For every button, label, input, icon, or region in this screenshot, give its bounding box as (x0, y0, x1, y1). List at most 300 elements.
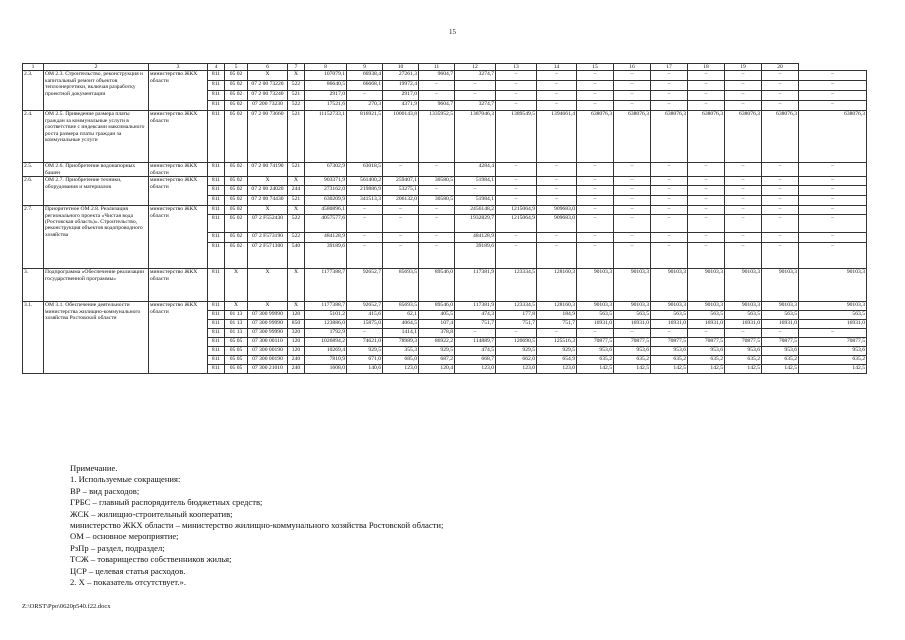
table-cell: 668,7 (455, 356, 496, 365)
table-cell: – (688, 233, 725, 243)
table-cell: 563,5 (762, 311, 799, 320)
table-cell: 142,5 (725, 365, 762, 374)
table-cell: 120 (288, 311, 305, 320)
table-cell: – (799, 101, 867, 111)
row-number-cell: 2.5. (23, 163, 44, 177)
table-cell: – (762, 329, 799, 338)
table-cell: 17521,6 (305, 101, 347, 111)
table-cell: – (537, 186, 577, 196)
table-cell: 1932829,7 (455, 215, 496, 233)
measure-name-cell: ОМ 2.6. Приобретение водонапорных башен (44, 163, 149, 177)
table-cell: 638076,3 (688, 111, 725, 163)
table-cell: 92652,7 (347, 269, 383, 302)
table-cell: 90103,3 (762, 302, 799, 311)
table-cell: 811 (208, 347, 225, 356)
table-cell: – (347, 215, 383, 233)
table-cell: – (537, 101, 577, 111)
table-cell: 953,6 (614, 347, 651, 356)
table-cell: – (651, 71, 688, 81)
table-cell: 3274,7 (455, 71, 496, 81)
table-cell: 811 (208, 269, 225, 302)
table-cell: 811 (208, 186, 225, 196)
table-cell: 30580,5 (419, 177, 455, 186)
table-cell: – (383, 163, 419, 177)
table-cell: – (347, 233, 383, 243)
table-cell: 909683,0 (537, 215, 577, 233)
table-cell: 07 300 00190 (248, 356, 288, 365)
table-cell: 2456148,2 (455, 206, 496, 215)
header-cell: 12 (455, 64, 496, 71)
table-cell: – (688, 243, 725, 269)
table-cell: – (455, 91, 496, 101)
table-cell: 929,5 (496, 347, 537, 356)
table-cell: 05 02 (225, 101, 248, 111)
table-cell: 70877,5 (799, 338, 867, 347)
table-cell: 01 13 (225, 320, 248, 329)
table-cell: 16931,0 (799, 320, 867, 329)
table-cell: – (496, 71, 537, 81)
row-number-cell: 2.6. (23, 177, 44, 206)
table-cell: 635,2 (762, 356, 799, 365)
table-cell: 563,5 (725, 311, 762, 320)
table-cell: – (688, 329, 725, 338)
table-cell: 89546,0 (419, 302, 455, 311)
table-cell: 70877,5 (577, 338, 614, 347)
table-cell: – (455, 329, 496, 338)
table-cell: 811 (208, 177, 225, 186)
table-cell: 120,4 (419, 365, 455, 374)
header-cell: 8 (305, 64, 347, 71)
table-cell: 1177388,7 (305, 269, 347, 302)
table-cell: – (383, 243, 419, 269)
executor-cell: министерство ЖКХ области (149, 206, 208, 269)
table-cell: – (725, 91, 762, 101)
table-cell: Х (288, 206, 305, 215)
table-cell: 1608,0 (305, 365, 347, 374)
table-cell: – (799, 233, 867, 243)
page-number: 15 (449, 28, 456, 36)
table-cell: – (688, 71, 725, 81)
table-cell: 15875,0 (347, 320, 383, 329)
table-cell: 05 05 (225, 338, 248, 347)
table-cell: 10269,4 (305, 347, 347, 356)
table-cell: 16931,0 (725, 320, 762, 329)
table-cell: – (688, 91, 725, 101)
table-cell: – (496, 186, 537, 196)
header-cell: 18 (688, 64, 725, 71)
table-row (23, 111, 867, 163)
table-cell: 929,5 (419, 347, 455, 356)
table-cell: 635,2 (577, 356, 614, 365)
table-cell: – (799, 81, 867, 91)
table-cell: – (577, 186, 614, 196)
table-cell: 484128,9 (305, 233, 347, 243)
header-cell: 3 (149, 64, 208, 71)
table-cell: – (577, 243, 614, 269)
table-cell: 563,5 (614, 311, 651, 320)
table-cell: 638076,3 (725, 111, 762, 163)
table-cell: 05 02 (225, 177, 248, 186)
table-cell: – (577, 101, 614, 111)
file-path-footer: Z:\ORST\Ppo\0620p540.f22.docx (22, 603, 111, 610)
table-cell: – (651, 163, 688, 177)
table-cell: 219886,9 (347, 186, 383, 196)
table-cell: 953,6 (688, 347, 725, 356)
table-cell: 484128,9 (455, 233, 496, 243)
table-cell: – (614, 206, 651, 215)
table-cell: 811 (208, 215, 225, 233)
table-cell: Х (248, 302, 288, 311)
table-cell: 751,7 (496, 320, 537, 329)
table-cell: 953,6 (651, 347, 688, 356)
table-cell: – (577, 91, 614, 101)
table-cell: 05 02 (225, 163, 248, 177)
table-cell: 563,5 (651, 311, 688, 320)
table-cell: – (383, 233, 419, 243)
table-cell: – (537, 91, 577, 101)
table-cell: – (614, 186, 651, 196)
table-cell: – (419, 215, 455, 233)
row-number-cell: 2.7. (23, 206, 44, 269)
table-cell: 638076,3 (614, 111, 651, 163)
table-cell: – (419, 186, 455, 196)
table-cell: – (419, 163, 455, 177)
table-cell: 953,6 (799, 347, 867, 356)
table-cell: 811 (208, 91, 225, 101)
table-cell: – (537, 163, 577, 177)
table-cell: – (614, 243, 651, 269)
table-cell: 30580,5 (419, 196, 455, 206)
table-cell: 654,9 (537, 356, 577, 365)
table-cell: – (651, 81, 688, 91)
table-cell: 27261,3 (383, 71, 419, 81)
table-cell: – (577, 206, 614, 215)
table-cell: – (651, 243, 688, 269)
table-cell: 811 (208, 311, 225, 320)
table-cell: – (496, 243, 537, 269)
table-cell: 5101,2 (305, 311, 347, 320)
note-line: 2. Х – показатель отсутствует.». (70, 577, 186, 588)
table-cell: 9604,7 (419, 101, 455, 111)
header-cell: 11 (419, 64, 455, 71)
table-cell: 184,9 (537, 311, 577, 320)
table-row (23, 71, 867, 81)
table-cell: 53275,1 (383, 186, 419, 196)
table-cell: 51984,1 (455, 196, 496, 206)
table-cell: 1177388,7 (305, 302, 347, 311)
table-cell: 811 (208, 111, 225, 163)
table-cell: 70877,5 (762, 338, 799, 347)
table-cell: 120 (288, 338, 305, 347)
header-cell: 7 (288, 64, 305, 71)
table-cell: – (725, 101, 762, 111)
table-cell: 67302,9 (305, 163, 347, 177)
table-cell: 405,5 (419, 311, 455, 320)
table-cell: 671,0 (347, 356, 383, 365)
table-cell: 811 (208, 320, 225, 329)
table-cell: – (799, 186, 867, 196)
table-cell: 1792,9 (305, 329, 347, 338)
note-line: 1. Используемые сокращения: (70, 474, 181, 485)
table-cell: 522 (288, 215, 305, 233)
table-cell: 05 02 (225, 81, 248, 91)
table-cell: – (614, 163, 651, 177)
table-cell: 70877,5 (688, 338, 725, 347)
table-cell: 850 (288, 320, 305, 329)
table-cell: 90103,3 (799, 269, 867, 302)
table-cell: – (799, 91, 867, 101)
executor-cell: министерство ЖКХ области (149, 111, 208, 163)
table-cell: – (651, 91, 688, 101)
table-cell: – (577, 215, 614, 233)
table-cell: – (688, 163, 725, 177)
table-cell: – (651, 329, 688, 338)
table-row (23, 302, 867, 311)
row-number-cell: 2.3. (23, 71, 44, 111)
table-cell: 635,2 (651, 356, 688, 365)
table-cell: 07 2 00 73660 (248, 111, 288, 163)
table-cell: – (725, 163, 762, 177)
table-cell: – (762, 186, 799, 196)
table-cell: 05 02 (225, 186, 248, 196)
table-cell: 638076,3 (799, 111, 867, 163)
table-cell: – (799, 163, 867, 177)
table-cell: – (725, 206, 762, 215)
table-cell: – (799, 71, 867, 81)
table-cell: 74621,0 (347, 338, 383, 347)
table-cell: – (688, 206, 725, 215)
measure-name-cell: ОМ 3.1. Обеспечение деятельности министерства жилищно-коммунального хозяйства Ростовской области (44, 302, 149, 374)
table-cell: – (725, 186, 762, 196)
table-cell: 16931,0 (614, 320, 651, 329)
table-cell: 638076,3 (577, 111, 614, 163)
table-cell: 125516,3 (537, 338, 577, 347)
table-cell: – (725, 71, 762, 81)
table-cell: 16931,0 (688, 320, 725, 329)
table-cell: – (762, 206, 799, 215)
table-cell: – (455, 81, 496, 91)
table-cell: 4284,4 (455, 163, 496, 177)
table-cell: 635,2 (799, 356, 867, 365)
table-cell: – (419, 81, 455, 91)
table-cell: Х (248, 71, 288, 81)
table-cell: 39189,6 (455, 243, 496, 269)
table-cell: – (725, 196, 762, 206)
table-cell: – (799, 215, 867, 233)
note-line: ОМ – основное мероприятие; (70, 531, 179, 542)
table-cell: 953,6 (577, 347, 614, 356)
table-cell: 811 (208, 243, 225, 269)
table-cell: – (762, 243, 799, 269)
table-cell: – (688, 81, 725, 91)
notes-section (70, 463, 443, 588)
table-cell: – (688, 196, 725, 206)
table-cell: 11152733,1 (305, 111, 347, 163)
table-cell: 90103,3 (651, 302, 688, 311)
table-cell: 120 (288, 347, 305, 356)
table-row (23, 163, 867, 177)
table-cell: 1389549,5 (496, 111, 537, 163)
table-cell: 107,4 (419, 320, 455, 329)
table-cell: – (762, 233, 799, 243)
table-cell: 123,0 (537, 365, 577, 374)
table-cell: 07 2 00 24020 (248, 186, 288, 196)
table-cell: 635,2 (725, 356, 762, 365)
table-cell: 1414,1 (383, 329, 419, 338)
table-cell: 70877,5 (725, 338, 762, 347)
table-cell: 07 300 99990 (248, 329, 288, 338)
table-cell: 66668,1 (347, 81, 383, 91)
header-cell: 6 (248, 64, 288, 71)
table-cell: 90103,3 (614, 302, 651, 311)
table-cell: 123886,0 (305, 320, 347, 329)
table-cell: 70877,5 (651, 338, 688, 347)
table-cell: 522 (288, 233, 305, 243)
table-cell: – (614, 71, 651, 81)
table-cell: 19972,4 (383, 81, 419, 91)
header-cell: 2 (44, 64, 149, 71)
table-cell: 140,6 (347, 365, 383, 374)
table-cell: 142,5 (688, 365, 725, 374)
table-cell: 128160,3 (537, 269, 577, 302)
table-cell: 90103,3 (799, 302, 867, 311)
table-cell: 811 (208, 338, 225, 347)
table-cell: 206132,0 (383, 196, 419, 206)
table-cell: 05 02 (225, 233, 248, 243)
table-cell: 751,7 (455, 320, 496, 329)
table-cell: 811 (208, 81, 225, 91)
table-cell: – (577, 81, 614, 91)
table-cell: 123334,5 (496, 302, 537, 311)
table-cell: 415,6 (347, 311, 383, 320)
table-cell: 811 (208, 365, 225, 374)
table-cell: 63018,5 (347, 163, 383, 177)
table-cell: – (725, 233, 762, 243)
table-cell: – (347, 329, 383, 338)
note-line: ТСЖ – товарищество собственников жилья; (70, 554, 232, 565)
table-cell: 05 05 (225, 356, 248, 365)
table-cell: – (614, 81, 651, 91)
table-cell: – (496, 329, 537, 338)
table-row (23, 206, 867, 215)
table-cell: 903371,9 (305, 177, 347, 186)
table-cell: 521 (288, 196, 305, 206)
table-cell: 1394661,4 (537, 111, 577, 163)
table-cell: 635,2 (614, 356, 651, 365)
table-cell: 929,5 (347, 347, 383, 356)
table-cell: 16931,0 (651, 320, 688, 329)
table-cell: – (762, 81, 799, 91)
table-cell: – (614, 215, 651, 233)
table-cell: 1387046,3 (455, 111, 496, 163)
table-cell: 117381,9 (455, 302, 496, 311)
table-cell: – (799, 243, 867, 269)
table-cell: 521 (288, 163, 305, 177)
table-cell: – (577, 329, 614, 338)
table-cell: – (577, 196, 614, 206)
table-cell: – (496, 233, 537, 243)
table-cell: 811 (208, 329, 225, 338)
table-cell: 07 2 00 74190 (248, 163, 288, 177)
table-cell: 953,6 (762, 347, 799, 356)
table-cell: 662,0 (496, 356, 537, 365)
table-cell: – (419, 243, 455, 269)
table-cell: 07 300 21010 (248, 365, 288, 374)
table-cell: 05 02 (225, 196, 248, 206)
table-cell: 39189,6 (305, 243, 347, 269)
table-cell: 07 300 99990 (248, 311, 288, 320)
table-cell: 4064,5 (383, 320, 419, 329)
table-cell: – (651, 177, 688, 186)
table-cell: – (537, 243, 577, 269)
note-line: РзПр – раздел, подраздел; (70, 542, 165, 553)
table-cell: Х (225, 302, 248, 311)
table-cell: 123334,5 (496, 269, 537, 302)
table-header-row (23, 64, 867, 71)
table-cell: – (688, 215, 725, 233)
table-cell: 142,5 (762, 365, 799, 374)
table-cell: – (688, 177, 725, 186)
measure-name-cell: ОМ 2.7. Приобретение техники, оборудования и материалов (44, 177, 149, 206)
note-line: ГРБС – главный распорядитель бюджетных средств; (70, 497, 263, 508)
table-cell: 3274,7 (455, 101, 496, 111)
table-cell: – (537, 196, 577, 206)
table-cell: 540 (288, 243, 305, 269)
header-cell: 10 (383, 64, 419, 71)
table-cell: 4057577,6 (305, 215, 347, 233)
table-cell: 05 02 (225, 243, 248, 269)
table-cell: 05 05 (225, 347, 248, 356)
table-cell: 1335952,5 (419, 111, 455, 163)
table-cell: – (762, 196, 799, 206)
table-cell: – (577, 177, 614, 186)
table-cell: 07 2 00 74430 (248, 196, 288, 206)
row-number-cell: 2.4. (23, 111, 44, 163)
table-cell: Х (248, 269, 288, 302)
table-cell: 142,5 (577, 365, 614, 374)
table-cell: 123,0 (455, 365, 496, 374)
table-cell: 953,6 (725, 347, 762, 356)
table-cell: 378,8 (419, 329, 455, 338)
table-cell: – (799, 206, 867, 215)
table-cell: 521 (288, 91, 305, 101)
table-cell: Х (288, 71, 305, 81)
table-cell: 816921,5 (347, 111, 383, 163)
table-cell: 90103,3 (762, 269, 799, 302)
table-cell: – (614, 177, 651, 186)
table-cell: – (762, 177, 799, 186)
table-cell: 2917,0 (305, 91, 347, 101)
table-cell: 522 (288, 101, 305, 111)
table-cell: – (577, 233, 614, 243)
header-cell: 16 (614, 64, 651, 71)
table-cell: – (725, 177, 762, 186)
header-cell: 19 (725, 64, 762, 71)
table-cell: 630209,9 (305, 196, 347, 206)
table-cell: – (651, 186, 688, 196)
table-cell: – (419, 91, 455, 101)
table-cell: 07 300 99990 (248, 320, 288, 329)
table-cell: – (614, 233, 651, 243)
measure-name-cell: Приоритетное ОМ 2.8. Реализация регионального проекта «Чистая вода (Ростовская область)». Строительство, реконструкция объектов водопроводного хозяйства (44, 206, 149, 269)
table-cell: 522 (288, 81, 305, 91)
table-cell: – (762, 101, 799, 111)
table-cell: 05 05 (225, 365, 248, 374)
table-cell: 142,5 (614, 365, 651, 374)
table-cell: 240 (288, 365, 305, 374)
table-cell: – (419, 206, 455, 215)
table-cell: 07 200 73230 (248, 101, 288, 111)
